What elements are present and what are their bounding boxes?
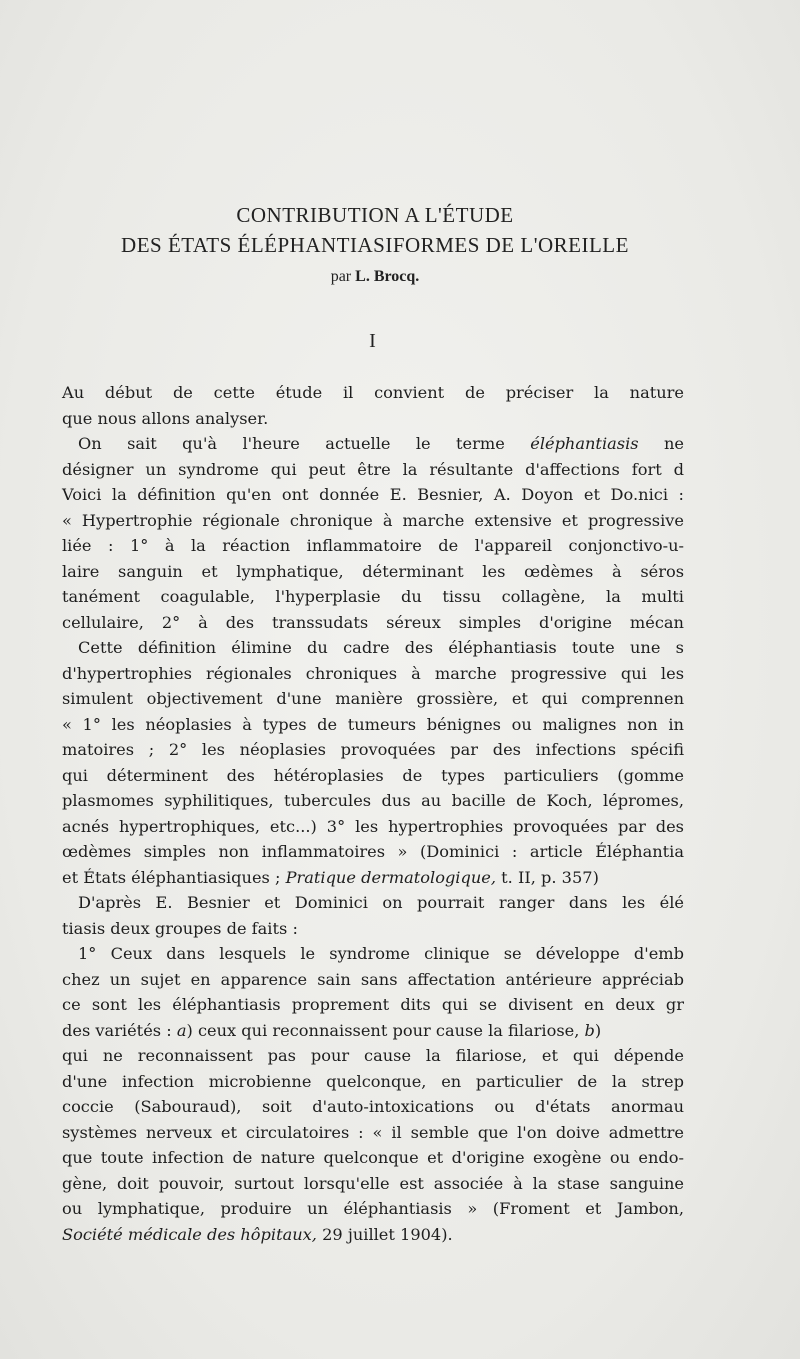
italic-citation: Pratique dermatologique, (285, 867, 496, 887)
text-segment: ) (594, 1020, 602, 1040)
text-segment: et États éléphantiasiques ; (62, 867, 286, 887)
text-line: « Hypertrophie régionale chronique à marche extensive et progressive (62, 510, 684, 530)
text-line: œdèmes simples non inflammatoires » (Dominici : article Éléphantia (62, 842, 684, 861)
text-line: cellulaire, 2° à des transsudats séreux simples d'origine mécan (62, 612, 684, 632)
text-line: que nous allons analyser. (62, 408, 269, 428)
text-segment: liée : 1° à la réaction inflammatoire de l'appareil conjonctivo (62, 536, 663, 555)
text-line: Cette définition élimine du cadre des éléphantiasis toute une s (78, 638, 684, 657)
text-line: « 1° les néoplasies à types de tumeurs bénignes ou malignes non in (62, 714, 684, 734)
text-segment: des variétés : (62, 1020, 177, 1040)
text-segment: ) ceux qui reconnaissent pour cause la filariose, (186, 1020, 585, 1040)
text-line: ou lymphatique, produire un éléphantiasis » (Froment et Jambon, (62, 1199, 684, 1218)
text-line: chez un sujet en apparence sain sans affectation antérieure appréciab (62, 969, 684, 989)
text-line: Au début de cette étude il convient de préciser la nature (62, 383, 684, 402)
text-line: D'après E. Besnier et Dominici on pourrait ranger dans les élé (78, 893, 684, 912)
italic-letter: b (584, 1020, 595, 1040)
text-line: acnés hypertrophiques, etc...) 3° les hypertrophies provoquées par des (62, 816, 684, 836)
text-line: tiasis deux groupes de faits : (62, 918, 298, 938)
article-title-line-2: DES ÉTATS ÉLÉPHANTIASIFORMES DE L'OREILLE (121, 233, 629, 257)
text-line: simulent objectivement d'une manière grossière, et qui comprennen (62, 689, 684, 708)
text-line: plasmomes syphilitiques, tubercules dus au bacille de Koch, lépromes, (62, 791, 684, 810)
text-line (62, 431, 684, 457)
text-segment: ne (638, 434, 684, 453)
text-line: désigner un syndrome qui peut être la résultante d'affections fort d (62, 459, 684, 479)
italic-term: éléphantiasis (530, 434, 639, 453)
text-line: matoires ; 2° les néoplasies provoquées par des infections spécifi (62, 740, 684, 759)
text-segment: 29 juillet 1904). (316, 1224, 453, 1244)
text-line (62, 482, 684, 508)
text-line: ce sont les éléphantiasis proprement dits qui se divisent en deux gr (62, 995, 684, 1014)
byline (0, 268, 750, 286)
author-name: L. Brocq. (355, 268, 420, 285)
text-segment: t. II, p. 357) (496, 867, 599, 887)
text-line: qui ne reconnaissent pas pour cause la filariose, et qui dépende (62, 1046, 684, 1065)
text-line: systèmes nerveux et circulatoires : « il semble que l'on doive admettre (62, 1122, 684, 1142)
text-line: d'hypertrophies régionales chroniques à marche progressive qui les (62, 663, 684, 683)
text-line (62, 533, 684, 559)
text-line (62, 865, 684, 891)
text-line (62, 1222, 684, 1248)
text-line: qui déterminent des hétéroplasies de types particuliers (gomme (62, 765, 684, 785)
text-segment: -u- (662, 536, 684, 555)
italic-letter: a (176, 1020, 187, 1040)
body-text (62, 380, 684, 1247)
text-line (62, 1018, 684, 1044)
text-segment: On sait qu'à l'heure actuelle le terme (78, 434, 531, 453)
article-title-line-1: CONTRIBUTION A L'ÉTUDE (236, 203, 514, 227)
title-block (0, 200, 750, 286)
italic-citation: Société médicale des hôpitaux, (62, 1224, 317, 1244)
text-line: d'une infection microbienne quelconque, en particulier de la strep (62, 1071, 684, 1091)
text-line: 1° Ceux dans lesquels le syndrome clinique se développe d'emb (78, 944, 684, 963)
byline-prefix: par (330, 268, 352, 285)
text-line: laire sanguin et lymphatique, déterminant les œdèmes à séros (62, 561, 684, 581)
section-number: I (369, 330, 376, 352)
text-line: gène, doit pouvoir, surtout lorsqu'elle est associée à la stase sanguine (62, 1173, 684, 1193)
text-line: tanément coagulable, l'hyperplasie du tissu collagène, la multi (62, 587, 684, 606)
text-segment: .nici : (633, 485, 685, 504)
text-line: que toute infection de nature quelconque et d'origine exogène ou endo- (62, 1148, 684, 1167)
text-line: coccie (Sabouraud), soit d'auto-intoxications ou d'états anormau (62, 1097, 684, 1116)
text-segment: Voici la définition qu'en ont donnée E. Besnier, A. Doyon et Do (62, 485, 633, 504)
